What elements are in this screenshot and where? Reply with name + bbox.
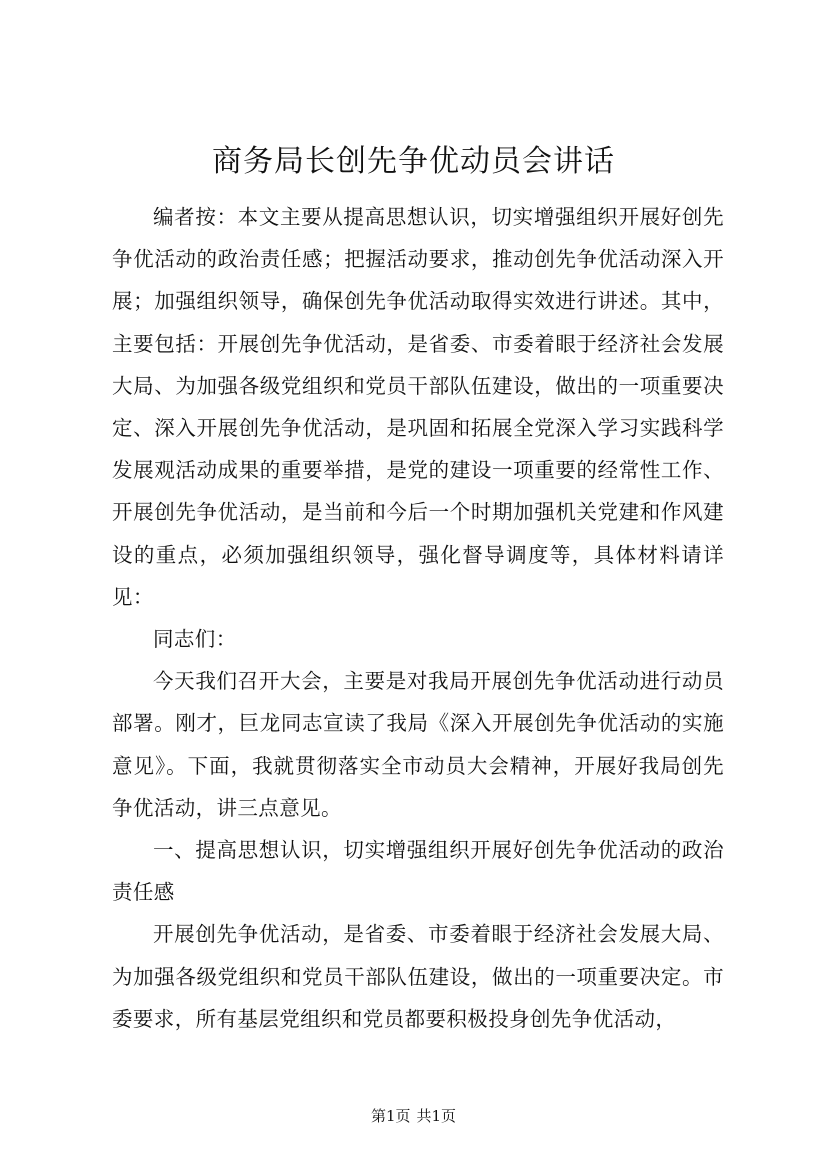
opening-paragraph: 今天我们召开大会，主要是对我局开展创先争优活动进行动员部署。刚才，巨龙同志宣读了我局《深入开展创先争优活动的实施意见》。下面，我就贯彻落实全市动员大会精神，开展好我局创先争优活动，讲三点意见。 bbox=[112, 669, 724, 820]
salutation-paragraph: 同志们： bbox=[153, 627, 237, 652]
editor-note-paragraph: 编者按：本文主要从提高思想认识，切实增强组织开展好创先争优活动的政治责任感；把握活动要求，推动创先争优活动深入开展；加强组织领导，确保创先争优活动取得实效进行讲述。其中，主要包括：开展创先争优活动，是省委、市委着眼于经济社会发展大局、为加强各级党组织和党员干部队伍建设，做出的一项重要决定、深入开展创先争优活动，是巩固和拓展全党深入学习实践科学发展观活动成果的重要举措，是党的建设一项重要的经常性工作、开展创先争优活动，是当前和今后一个时期加强机关党建和作风建设的重点，必须加强组织领导，强化督导调度等，具体材料请详见： bbox=[112, 205, 724, 609]
document-body bbox=[112, 196, 724, 1040]
page-total: 共1页 bbox=[416, 1107, 457, 1125]
section-heading-1: 一、提高思想认识，切实增强组织开展好创先争优活动的政治责任感 bbox=[112, 838, 724, 905]
section-1-paragraph: 开展创先争优活动，是省委、市委着眼于经济社会发展大局、为加强各级党组织和党员干部队伍建设，做出的一项重要决定。市委要求，所有基层党组织和党员都要积极投身创先争优活动， bbox=[112, 922, 724, 1031]
document-title: 商务局长创先争优动员会讲话 bbox=[212, 144, 615, 179]
page-number: 第1页 bbox=[370, 1107, 411, 1125]
page-footer bbox=[0, 1106, 827, 1126]
